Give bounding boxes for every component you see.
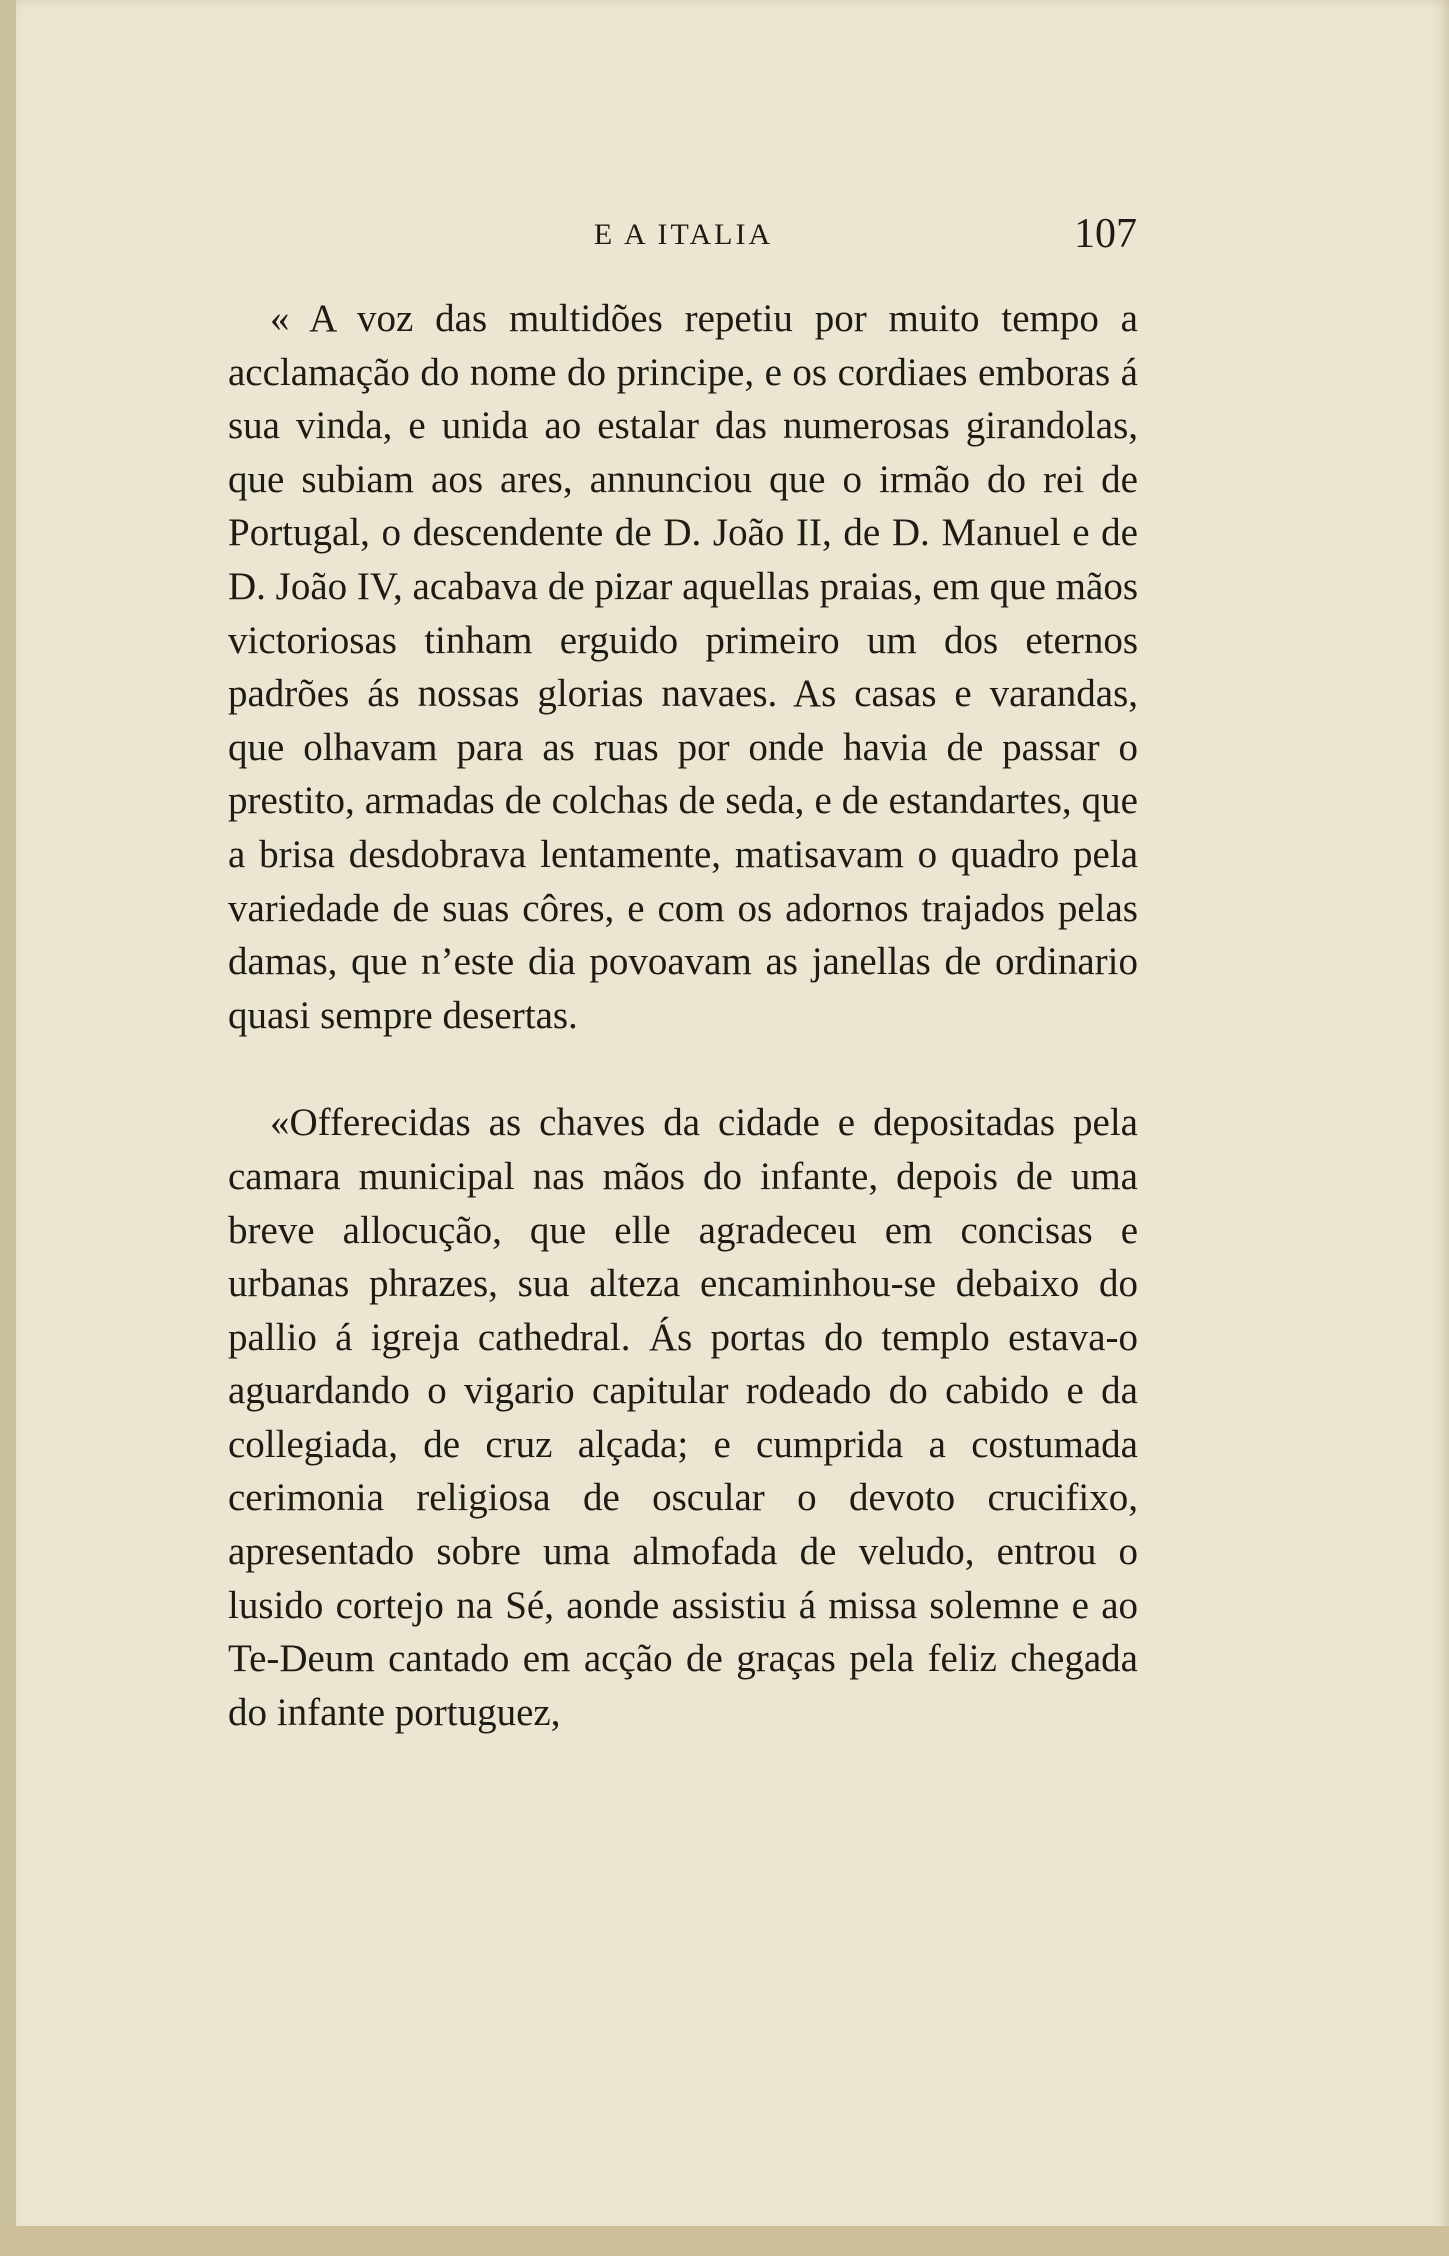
page-number: 107 bbox=[1074, 211, 1137, 257]
paragraph-1: « A voz das multidões repetiu por muito tempo a acclamação do nome do principe, e os cordiaes emboras á sua vinda, e unida ao estalar das numerosas girandolas, que subiam aos ares, annunciou que o irmão do rei de Portugal, o descendente de D. João II, de D. Manuel e de D. João IV, acabava de pizar aquellas praias, em que mãos victoriosas tinham erguido primeiro um dos eternos padrões ás nossas glorias navaes. As casas e varandas, que olhavam para as ruas por onde havia de passar o prestito, armadas de colchas de seda, e de estandartes, que a brisa desdobrava lentamente, matisavam o quadro pela variedade de suas côres, e com os adornos trajados pelas damas, que n’este dia povoavam as janellas de ordinario quasi sempre desertas. bbox=[228, 297, 1139, 1037]
body-text bbox=[228, 292, 1138, 1739]
page-left-edge bbox=[0, 0, 16, 2256]
running-head bbox=[230, 210, 1137, 260]
paragraph-2: «Offerecidas as chaves da cidade e depositadas pela camara municipal nas mãos do infante, depois de uma breve allocução, que elle agradeceu em concisas e urbanas phrazes, sua alteza encaminhou-se debaixo do pallio á igreja cathedral. Ás portas do templo estava-o aguardando o vigario capitular rodeado do cabido e da collegiada, de cruz alçada; e cumprida a costumada cerimonia religiosa de oscular o devoto crucifixo, apresentado sobre uma almofada de veludo, entrou o lusido cortejo na Sé, aonde assistiu á missa solemne e ao Te-Deum cantado em acção de graças pela feliz chegada do infante portuguez, bbox=[228, 1101, 1138, 1734]
page-bottom-edge bbox=[0, 2226, 1449, 2256]
running-title: E A ITALIA bbox=[593, 218, 774, 251]
